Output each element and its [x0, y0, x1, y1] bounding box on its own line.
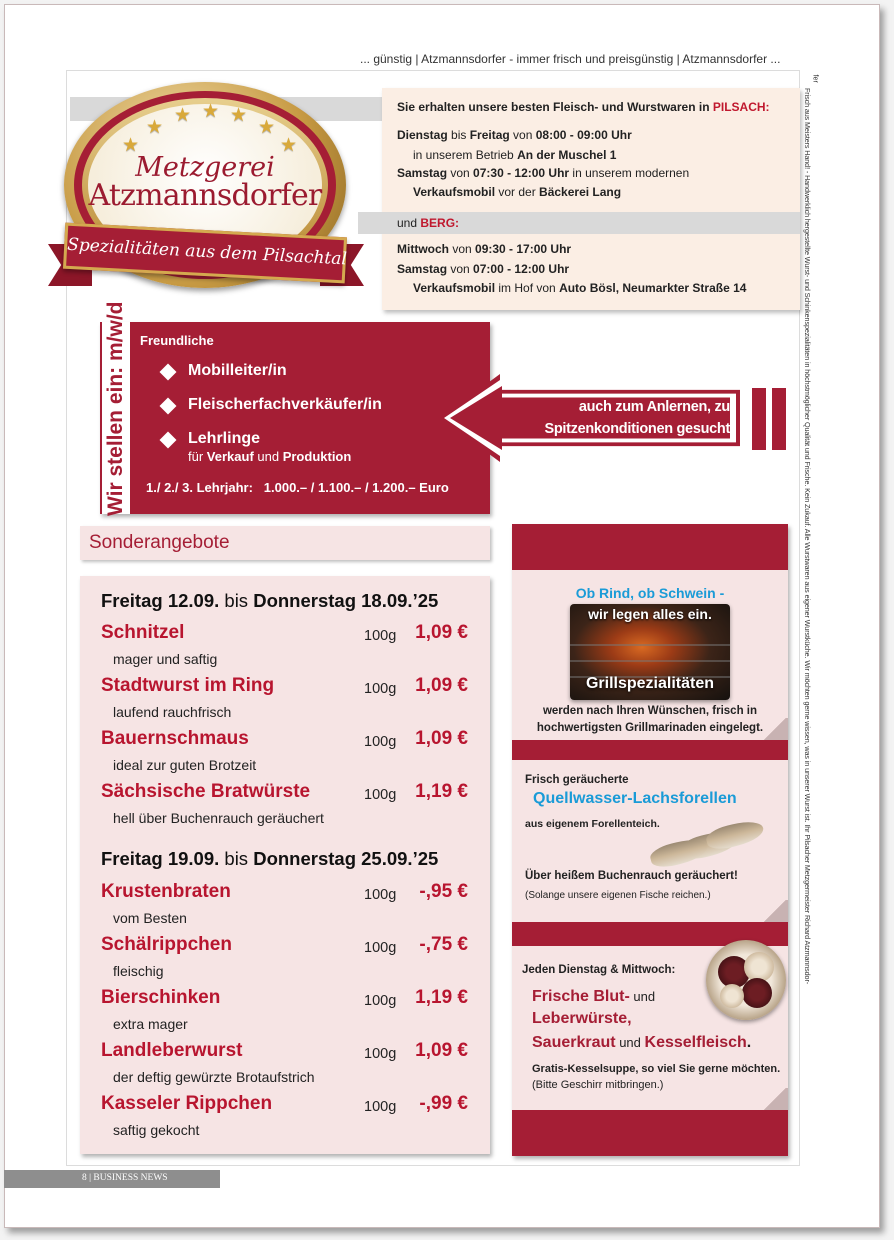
logo-name: Atzmannsdorfer: [88, 178, 322, 213]
job-lehrlinge-sub: für Verkauf und Produktion: [188, 449, 352, 464]
hours-intro: Sie erhalten unsere besten Fleisch- und Wurstwaren in PILSACH:: [397, 100, 770, 114]
grill-text-1: werden nach Ihren Wünschen, frisch in: [542, 705, 758, 717]
star-icon: ★: [202, 101, 220, 122]
page-footer: [4, 1170, 220, 1188]
star-icon: ★: [122, 135, 140, 156]
trout-l3: aus eigenem Forellenteich.: [525, 818, 660, 830]
job-item: Fleischerfachverkäufer/in: [188, 396, 382, 413]
star-icon: ★: [258, 117, 276, 138]
logo-ribbon: Spezialitäten aus dem Pilsachtal: [63, 223, 347, 284]
page-curl: [762, 900, 788, 922]
star-icon: ★: [174, 105, 192, 126]
blutwurst-l6: (Bitte Geschirr mitbringen.): [532, 1079, 664, 1091]
hours-line-2: in unserem Betrieb An der Muschel 1: [413, 148, 617, 162]
job-salary: 1./ 2./ 3. Lehrjahr: 1.000.– / 1.100.– / 1.200.– Euro: [146, 480, 449, 495]
sausage-plate-photo: [706, 940, 786, 1020]
hours-line-3: Samstag von 07:30 - 12:00 Uhr in unserem modernen: [397, 166, 690, 180]
sausage: [742, 978, 772, 1008]
grill-text-2: hochwertigsten Grillmarinaden eingelegt.: [536, 722, 764, 734]
hours-line-6: Samstag von 07:00 - 12:00 Uhr: [397, 262, 570, 276]
star-icon: ★: [230, 105, 248, 126]
decor-stripe: [752, 388, 766, 450]
offer-item: Bierschinken extra mager 100g 1,19 €: [101, 987, 468, 1032]
trout-l4: Über heißem Buchenrauch geräuchert!: [525, 870, 738, 882]
offers-panel: [80, 576, 490, 1154]
side-text-top: fer: [811, 74, 821, 83]
week-range: Freitag 19.09. bis Donnerstag 25.09.’25: [101, 848, 439, 869]
berg-bar: [358, 212, 800, 234]
grill-bar: [570, 660, 730, 662]
job-item: Mobilleiter/in: [188, 362, 287, 379]
grill-bar: [570, 644, 730, 646]
logo-stars: [122, 100, 298, 160]
butcher-logo: [44, 66, 364, 306]
star-icon: ★: [280, 135, 298, 156]
hours-line-7: Verkaufsmobil im Hof von Auto Bösl, Neumarkter Straße 14: [413, 281, 747, 295]
grill-overlay: Grillspezialitäten: [585, 675, 715, 692]
offer-item: Krustenbraten vom Besten 100g -,95 €: [101, 881, 468, 926]
blutwurst-l3: Leberwürste,: [532, 1010, 632, 1027]
offers-title-bar: Sonderangebote: [80, 526, 490, 560]
blutwurst-l5: Gratis-Kesselsuppe, so viel Sie gerne möchten.: [532, 1063, 781, 1075]
header-tagline: ... günstig | Atzmannsdorfer - immer frisch und preisgünstig | Atzmannsdorfer ...: [360, 52, 781, 66]
blutwurst-l2: Frische Blut- und: [532, 988, 656, 1005]
hours-line-5: Mittwoch von 09:30 - 17:00 Uhr: [397, 242, 572, 256]
footer-text: 8 | BUSINESS NEWS: [82, 1173, 168, 1183]
job-vertical-banner: Wir stellen ein: m/w/d: [102, 322, 130, 514]
offer-item: Sächsische Bratwürste hell über Buchenrauch geräuchert 100g 1,19 €: [101, 781, 468, 826]
trout-title: Quellwasser-Lachsforellen: [533, 790, 737, 807]
arrow-text: auch zum Anlernen, zu Spitzenkonditionen gesucht: [544, 399, 730, 437]
star-icon: ★: [146, 117, 164, 138]
opening-hours-box: [382, 88, 800, 310]
side-text-column: [803, 88, 822, 1168]
sausage: [720, 984, 744, 1008]
offer-item: Stadtwurst im Ring laufend rauchfrisch 100g 1,09 €: [101, 675, 468, 720]
hours-line-4: Verkaufsmobil vor der Bäckerei Lang: [413, 185, 622, 199]
week-range: Freitag 12.09. bis Donnerstag 18.09.’25: [101, 590, 439, 611]
job-intro: Freundliche: [140, 333, 214, 348]
offer-item: Schnitzel mager und saftig 100g 1,09 €: [101, 622, 468, 667]
trout-l1: Frisch geräucherte: [525, 774, 629, 786]
grill-title: Ob Rind, ob Schwein -: [575, 585, 725, 601]
blutwurst-l4: Sauerkraut und Kesselfleisch.: [532, 1034, 752, 1051]
trout-l5: (Solange unsere eigenen Fische reichen.): [525, 890, 711, 901]
berg-label: und BERG:: [397, 216, 460, 230]
offer-item: Schälrippchen fleischig 100g -,75 €: [101, 934, 468, 979]
offer-item: Landleberwurst der deftig gewürzte Brotaufstrich 100g 1,09 €: [101, 1040, 468, 1085]
logo-metzgerei: Metzgerei: [135, 152, 275, 183]
job-item: Lehrlinge: [188, 430, 261, 447]
hours-line-1: Dienstag bis Freitag von 08:00 - 09:00 Uhr: [397, 128, 632, 142]
decor-stripe: [772, 388, 786, 450]
offer-item: Bauernschmaus ideal zur guten Brotzeit 100g 1,09 €: [101, 728, 468, 773]
blutwurst-l1: Jeden Dienstag & Mittwoch:: [522, 964, 676, 976]
page-curl: [762, 1088, 788, 1110]
grill-subtitle: wir legen alles ein.: [588, 606, 712, 622]
offer-item: Kasseler Rippchen saftig gekocht 100g -,99 €: [101, 1093, 468, 1138]
side-text: Frisch aus Meisters Hand! - Handwerklich hergestellte Wurst- und Schinkenspezialitäten in höchstmöglicher Qualität und Frische. Kein Zukauf. Alle Wurstwaren aus eigener Wurstküche. Wir möchten gerne wissen, was in unserer Wurst ist. Ihr Pilsacher Metzgermeister Richard Atzmannsdor-: [803, 88, 812, 985]
